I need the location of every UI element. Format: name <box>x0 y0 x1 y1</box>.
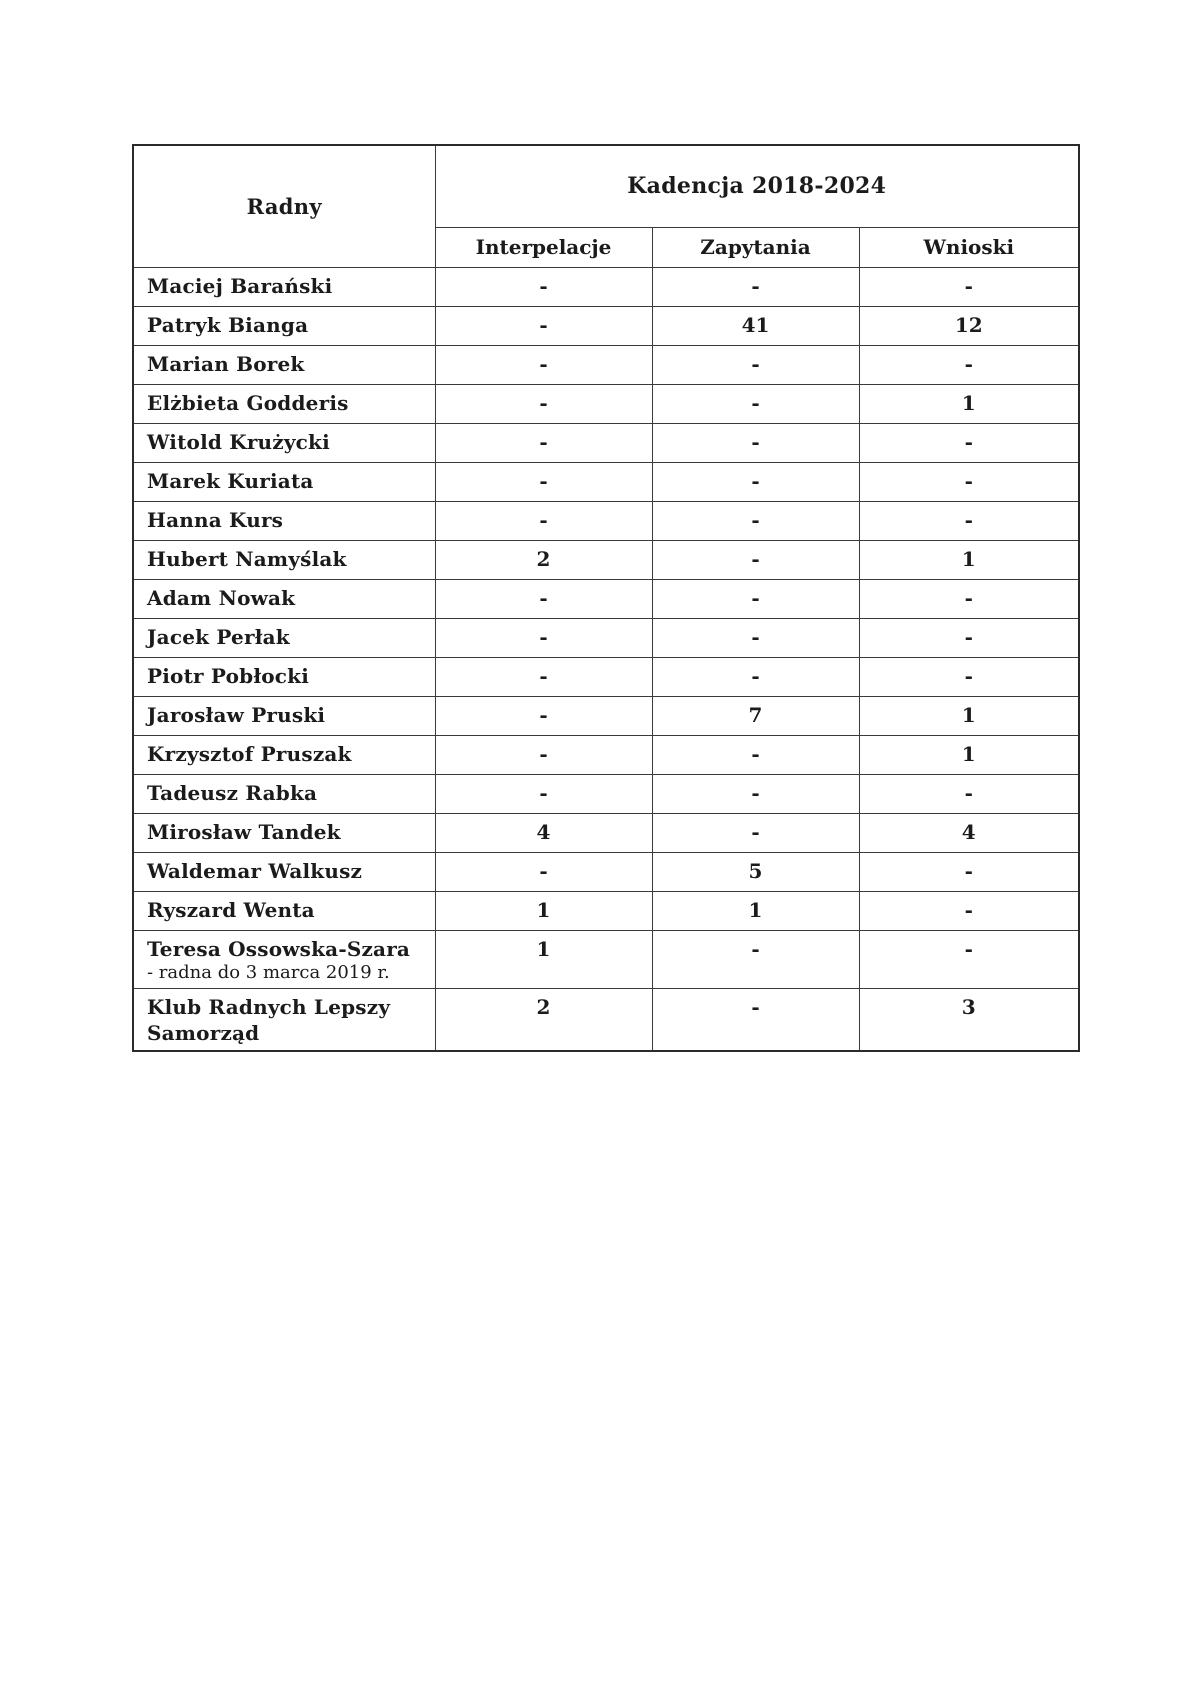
councilor-name-cell <box>133 345 435 384</box>
table-row <box>133 423 1079 462</box>
councilor-name: Jarosław Pruski <box>147 702 326 727</box>
table-row <box>133 657 1079 696</box>
wnioski-value: - <box>859 852 1079 891</box>
zapytania-value: - <box>652 579 859 618</box>
councilor-name: Krzysztof Pruszak <box>147 741 352 766</box>
wnioski-value: - <box>859 462 1079 501</box>
councilor-name-cell <box>133 267 435 306</box>
interpelacje-value: - <box>435 618 652 657</box>
wnioski-value: 12 <box>859 306 1079 345</box>
wnioski-value: 1 <box>859 384 1079 423</box>
table-row <box>133 501 1079 540</box>
zapytania-value: - <box>652 813 859 852</box>
interpelacje-value: 2 <box>435 989 652 1052</box>
interpelacje-value: - <box>435 384 652 423</box>
wnioski-value: - <box>859 930 1079 989</box>
table-row <box>133 618 1079 657</box>
zapytania-value: - <box>652 657 859 696</box>
councilor-name-cell <box>133 540 435 579</box>
table-row <box>133 306 1079 345</box>
table-row <box>133 735 1079 774</box>
header-row-term <box>133 145 1079 227</box>
councilor-name: Maciej Barański <box>147 273 333 298</box>
councilor-name: Tadeusz Rabka <box>147 780 318 805</box>
councilor-name-cell <box>133 423 435 462</box>
wnioski-value: - <box>859 891 1079 930</box>
interpelacje-value: - <box>435 735 652 774</box>
councilor-name: Hanna Kurs <box>147 507 284 532</box>
councilor-name: Patryk Bianga <box>147 312 309 337</box>
councilor-name-cell <box>133 618 435 657</box>
table-row <box>133 267 1079 306</box>
table-row <box>133 891 1079 930</box>
councilor-name: Mirosław Tandek <box>147 819 341 844</box>
interpelacje-value: - <box>435 462 652 501</box>
zapytania-value: 7 <box>652 696 859 735</box>
table-row <box>133 813 1079 852</box>
interpelacje-value: - <box>435 579 652 618</box>
councilor-name-cell <box>133 696 435 735</box>
interpelacje-value: - <box>435 501 652 540</box>
interpelacje-value: - <box>435 423 652 462</box>
wnioski-column-header: Wnioski <box>859 227 1079 267</box>
interpelacje-value: - <box>435 696 652 735</box>
zapytania-value: - <box>652 423 859 462</box>
zapytania-value: - <box>652 774 859 813</box>
councilor-name: Piotr Pobłocki <box>147 663 310 688</box>
zapytania-value: 5 <box>652 852 859 891</box>
kadencja-header: Kadencja 2018-2024 <box>435 145 1079 227</box>
councilor-name-cell <box>133 384 435 423</box>
councilor-name-cell <box>133 657 435 696</box>
councilor-name-cell <box>133 930 435 989</box>
interpelacje-value: - <box>435 774 652 813</box>
table-row <box>133 852 1079 891</box>
councilor-name: Marian Borek <box>147 351 305 376</box>
councilor-name: Jacek Perłak <box>147 624 290 649</box>
councilor-name: Waldemar Walkusz <box>147 858 363 883</box>
interpelacje-column-header: Interpelacje <box>435 227 652 267</box>
councilor-name-cell <box>133 852 435 891</box>
interpelacje-value: 1 <box>435 891 652 930</box>
zapytania-value: - <box>652 540 859 579</box>
interpelacje-value: 1 <box>435 930 652 989</box>
table-row <box>133 462 1079 501</box>
wnioski-value: - <box>859 774 1079 813</box>
zapytania-column-header: Zapytania <box>652 227 859 267</box>
table-row <box>133 345 1079 384</box>
wnioski-value: - <box>859 657 1079 696</box>
table-row <box>133 774 1079 813</box>
zapytania-value: - <box>652 989 859 1052</box>
councilor-name-cell <box>133 306 435 345</box>
wnioski-value: 1 <box>859 696 1079 735</box>
wnioski-value: - <box>859 423 1079 462</box>
table-row <box>133 696 1079 735</box>
wnioski-value: - <box>859 618 1079 657</box>
councilor-name-cell <box>133 462 435 501</box>
wnioski-value: - <box>859 345 1079 384</box>
radny-column-header: Radny <box>133 145 435 267</box>
interpelacje-value: - <box>435 657 652 696</box>
zapytania-value: - <box>652 345 859 384</box>
councilor-name: Marek Kuriata <box>147 468 314 493</box>
interpelacje-value: - <box>435 267 652 306</box>
wnioski-value: 4 <box>859 813 1079 852</box>
zapytania-value: - <box>652 735 859 774</box>
interpelacje-value: - <box>435 345 652 384</box>
wnioski-value: - <box>859 501 1079 540</box>
interpelacje-value: - <box>435 306 652 345</box>
zapytania-value: 1 <box>652 891 859 930</box>
councilor-name: Teresa Ossowska-Szara <box>147 936 411 961</box>
table-row <box>133 989 1079 1052</box>
zapytania-value: - <box>652 930 859 989</box>
councilor-note: - radna do 3 marca 2019 r. <box>147 961 390 983</box>
councilor-name-cell <box>133 989 435 1052</box>
councilor-name-cell <box>133 735 435 774</box>
councilor-name: Witold Krużycki <box>147 429 330 454</box>
councilor-name-cell <box>133 891 435 930</box>
councilor-name: Adam Nowak <box>147 585 296 610</box>
wnioski-value: - <box>859 267 1079 306</box>
zapytania-value: - <box>652 618 859 657</box>
wnioski-value: 1 <box>859 540 1079 579</box>
wnioski-value: 3 <box>859 989 1079 1052</box>
councilor-name: Ryszard Wenta <box>147 897 315 922</box>
wnioski-value: - <box>859 579 1079 618</box>
councilor-name-cell <box>133 774 435 813</box>
councilor-name-cell <box>133 501 435 540</box>
table-row <box>133 579 1079 618</box>
zapytania-value: - <box>652 384 859 423</box>
interpelacje-value: - <box>435 852 652 891</box>
councilor-name: Klub Radnych Lepszy Samorząd <box>147 995 391 1045</box>
wnioski-value: 1 <box>859 735 1079 774</box>
councilor-name: Hubert Namyślak <box>147 546 347 571</box>
zapytania-value: - <box>652 267 859 306</box>
table-row <box>133 540 1079 579</box>
table-row <box>133 384 1079 423</box>
interpelacje-value: 4 <box>435 813 652 852</box>
councilors-table <box>132 144 1080 1052</box>
zapytania-value: 41 <box>652 306 859 345</box>
councilor-name-cell <box>133 579 435 618</box>
table-row <box>133 930 1079 989</box>
zapytania-value: - <box>652 501 859 540</box>
councilor-name: Elżbieta Godderis <box>147 390 349 415</box>
interpelacje-value: 2 <box>435 540 652 579</box>
zapytania-value: - <box>652 462 859 501</box>
councilor-name-cell <box>133 813 435 852</box>
